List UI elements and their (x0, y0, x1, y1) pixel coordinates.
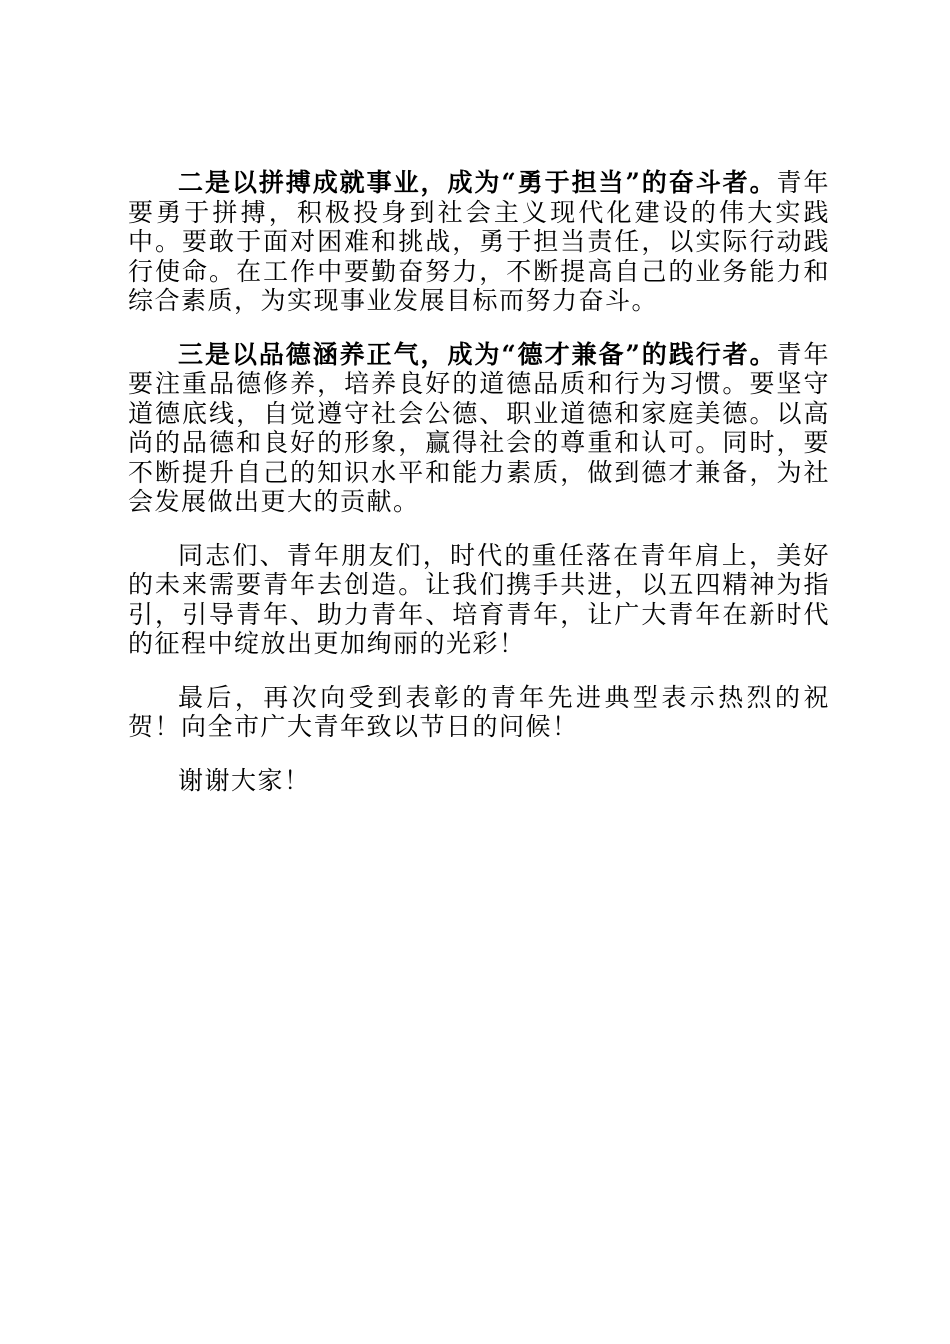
paragraph-2 (128, 168, 830, 316)
paragraph-text: 同志们、青年朋友们，时代的重任落在青年肩上，美好的未来需要青年去创造。让我们携手共进，以五四精神为指引，引导青年、助力青年、培育青年，让广大青年在新时代的征程中绽放出更加绚丽的光彩！ (128, 540, 830, 658)
paragraph-text: 最后，再次向受到表彰的青年先进典型表示热烈的祝贺！向全市广大青年致以节日的问候！ (128, 682, 830, 741)
paragraph-text: 青年要勇于拼搏，积极投身到社会主义现代化建设的伟大实践中。要敢于面对困难和挑战，勇于担当责任，以实际行动践行使命。在工作中要勤奋努力，不断提高自己的业务能力和综合素质，为实现事业发展目标而努力奋斗。 (128, 168, 830, 315)
paragraph-heading: 三是以品德涵养正气，成为“德才兼备”的践行者。 (178, 339, 777, 369)
thanks-line (128, 766, 830, 796)
closing-paragraph (128, 541, 830, 659)
paragraph-text: 谢谢大家！ (178, 765, 311, 795)
document-body (128, 168, 830, 819)
paragraph-heading: 二是以拼搏成就事业，成为“勇于担当”的奋斗者。 (178, 168, 777, 197)
paragraph-text: 青年要注重品德修养，培养良好的道德品质和行为习惯。要坚守道德底线，自觉遵守社会公德、职业道德和家庭美德。以高尚的品德和良好的形象，赢得社会的尊重和认可。同时，要不断提升自己的知识水平和能力素质，做到德才兼备，为社会发展做出更大的贡献。 (128, 339, 830, 516)
paragraph-3 (128, 340, 830, 517)
congratulations-paragraph (128, 683, 830, 742)
